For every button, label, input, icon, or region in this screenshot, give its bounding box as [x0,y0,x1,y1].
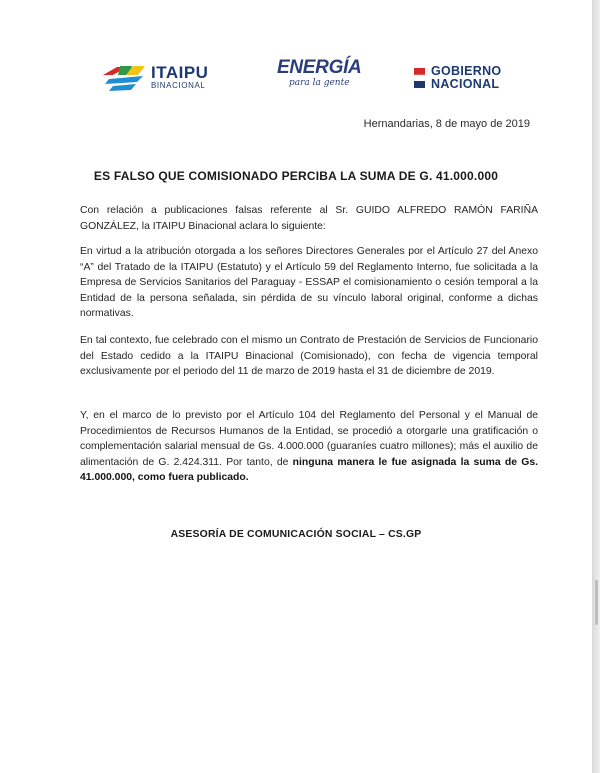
gobierno-line-1: GOBIERNO [431,64,502,78]
document-date: Hernandarias, 8 de mayo de 2019 [363,118,530,130]
energia-title: ENERGÍA [277,57,362,78]
page-edge [592,0,600,773]
paragraph-4 [80,408,538,486]
signature: ASESORÍA DE COMUNICACIÓN SOCIAL – CS.GP [170,529,422,540]
gobierno-logo [414,65,501,91]
itaipu-subtitle: BINACIONAL [151,81,206,90]
header-logos [0,57,592,102]
paragraph-2: En virtud a la atribución otorgada a los señores Directores Generales por el Artículo 27 del Anexo “A” del Tratado de la ITAIPU (Estatuto) y el Artículo 59 del Reglamento Interno, fue solicitada a la Empresa de Servicios Sanitarios del Paraguay - ESSAP el comisionamiento o cesión temporal a la Entidad de la persona señalada, sin pérdida de su vínculo laboral original, conforme a dichas normativas. [80,246,538,320]
paragraph-1: Con relación a publicaciones falsas referente al Sr. GUIDO ALFREDO RAMÓN FARIÑA GONZÁLEZ, la ITAIPU Binacional aclara lo siguiente: [80,205,538,232]
document-title: ES FALSO QUE COMISIONADO PERCIBA LA SUMA DE G. 41.000.000 [93,169,499,183]
gobierno-mark-icon [414,68,425,88]
paragraph-4-bold: ninguna manera le fue asignada la suma de Gs. 41.000.000, como fuera publicado. [80,456,538,484]
energia-logo [277,58,361,88]
gobierno-line-2: NACIONAL [431,77,500,92]
itaipu-name: ITAIPU [151,63,209,82]
itaipu-logo [103,62,208,92]
itaipu-mark-icon [103,62,147,92]
energia-subtitle: para la gente [288,78,350,88]
scroll-indicator [595,580,598,625]
paragraph-4-regular: Y, en el marco de lo previsto por el Artículo 104 del Reglamento del Personal y el Manual de Procedimientos de Recursos Humanos de la Entidad, se procedió a otorgarle una gratificación o complementación salarial mensual de Gs. 4.000.000 (guaraníes cuatro millones); más el auxilio de alimentación de G. 2.424.311. Por tanto, de [80,410,538,468]
paragraph-3: En tal contexto, fue celebrado con el mismo un Contrato de Prestación de Servicios de Funcionario del Estado cedido a la ITAIPU Binacional (Comisionado), con fecha de vigencia temporal exclusivamente por el periodo del 11 de marzo de 2019 hasta el 31 de diciembre de 2019. [80,335,538,378]
